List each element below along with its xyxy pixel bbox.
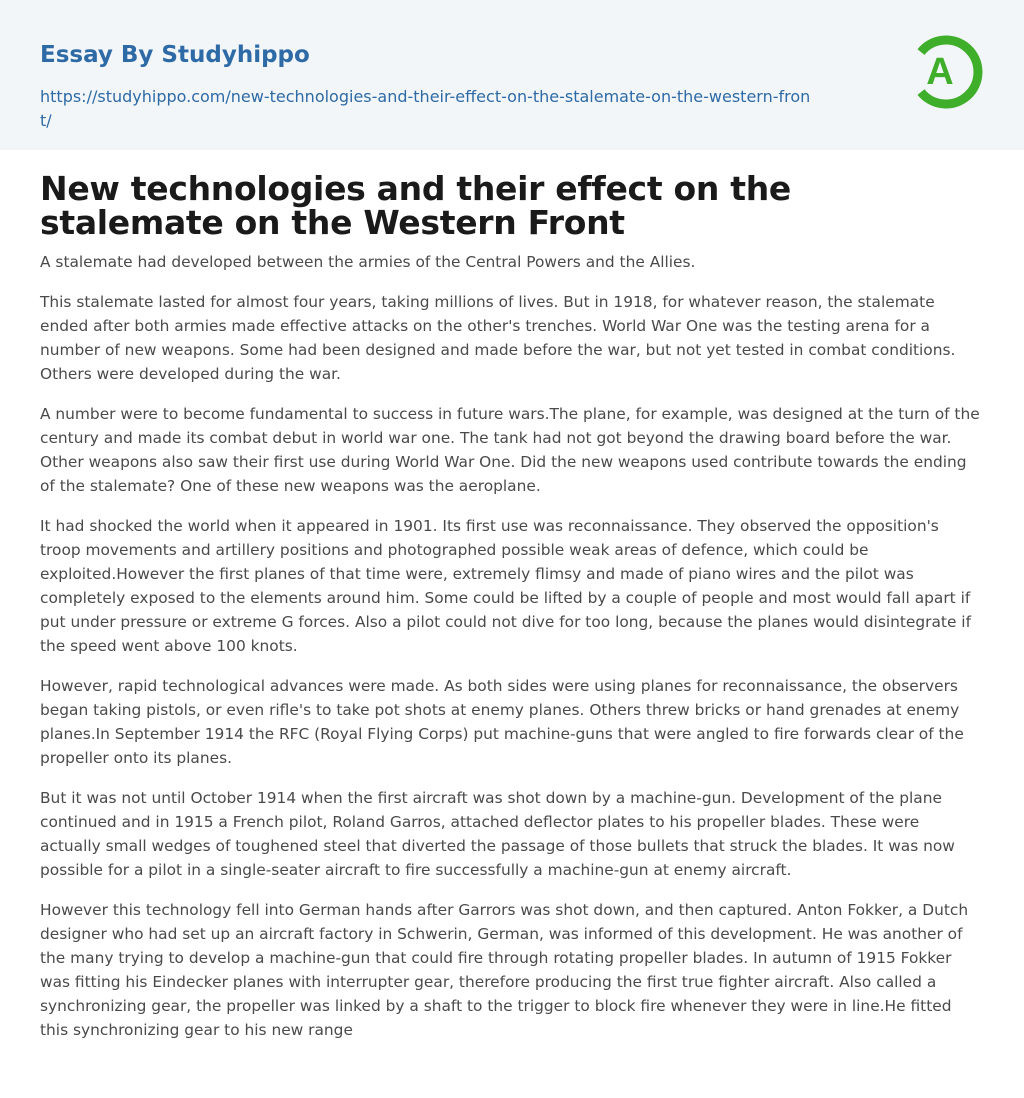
site-header [0, 0, 1024, 150]
paragraph: A number were to become fundamental to success in future wars.The plane, for example, was designed at the turn of the century and made its combat debut in world war one. The tank had not got beyond the drawing board before the war. Other weapons also saw their first use during World War One. Did the new weapons used contribute towards the ending of the stalemate? One of these new weapons was the aeroplane. [40, 405, 980, 495]
paragraph: However this technology fell into German hands after Garrors was shot down, and then captured. Anton Fokker, a Dutch designer who had set up an aircraft factory in Schwerin, German, was informed of this development. He was another of the many trying to develop a machine-gun that could fire through rotating propeller blades. In autumn of 1915 Fokker was fitting his Eindecker planes with interrupter gear, therefore producing the first true fighter aircraft. Also called a synchronizing gear, the propeller was linked by a shaft to the trigger to block fire whenever they were in line.He fitted this synchronizing gear to his new range [40, 901, 969, 1039]
source-link[interactable]: https://studyhippo.com/new-technologies-and-their-effect-on-the-stalemate-on-the-western-front/ [40, 87, 811, 130]
logo-letter: A [926, 51, 954, 93]
paragraph: A stalemate had developed between the armies of the Central Powers and the Allies. [40, 253, 696, 271]
studyhippo-logo-icon[interactable] [911, 28, 987, 116]
page-title: New technologies and their effect on the stalemate on the Western Front [40, 169, 791, 242]
paragraph: But it was not until October 1914 when the first aircraft was shot down by a machine-gun. Development of the plane continued and in 1915 a French pilot, Roland Garros, attached deflector plates to his propeller blades. These were actually small wedges of toughened steel that diverted the passage of those bullets that struck the blades. It was now possible for a pilot in a single-seater aircraft to fire successfully a machine-gun at enemy aircraft. [40, 789, 955, 879]
paragraph: However, rapid technological advances were made. As both sides were using planes for reconnaissance, the observers began taking pistols, or even rifle's to take pot shots at enemy planes. Others threw bricks or hand grenades at enemy planes.In September 1914 the RFC (Royal Flying Corps) put machine-guns that were angled to fire forwards clear of the propeller onto its planes. [40, 677, 964, 767]
article [0, 150, 1024, 1042]
paragraph: This stalemate lasted for almost four years, taking millions of lives. But in 1918, for whatever reason, the stalemate ended after both armies made effective attacks on the other's trenches. World War One was the testing arena for a number of new weapons. Some had been designed and made before the war, but not yet tested in combat conditions. Others were developed during the war. [40, 293, 956, 383]
brand-title[interactable]: Essay By Studyhippo [40, 42, 310, 68]
paragraph: It had shocked the world when it appeared in 1901. Its first use was reconnaissance. They observed the opposition's troop movements and artillery positions and photographed possible weak areas of defence, which could be exploited.However the first planes of that time were, extremely flimsy and made of piano wires and the pilot was completely exposed to the elements around him. Some could be lifted by a couple of people and most would fall apart if put under pressure or extreme G forces. Also a pilot could not dive for too long, because the planes would disintegrate if the speed went above 100 knots. [40, 517, 972, 655]
